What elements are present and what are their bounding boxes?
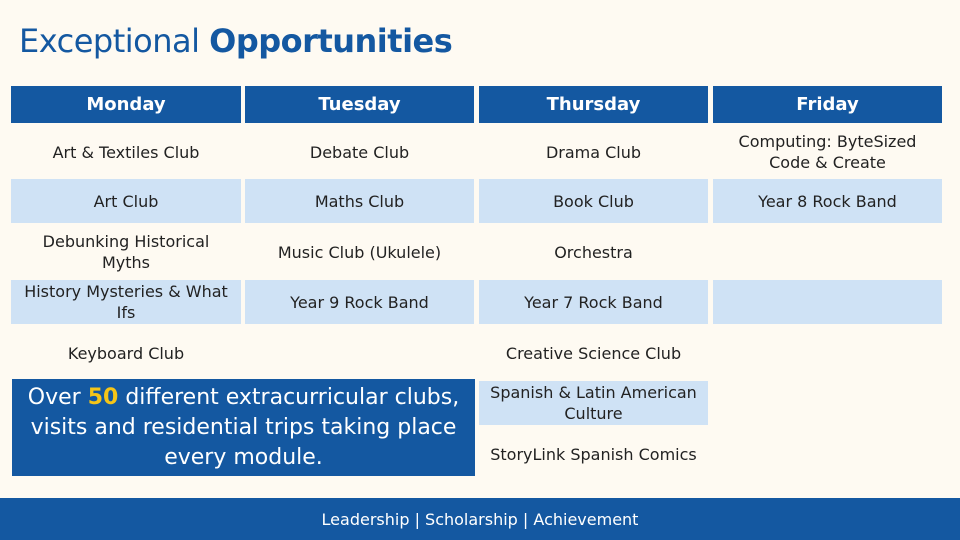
table-cell: Orchestra (554, 242, 633, 262)
title-light: Exceptional (19, 22, 210, 60)
footer-tagline: Leadership | Scholarship | Achievement (0, 498, 960, 540)
table-cell: Maths Club (245, 179, 474, 223)
table-cell: Computing: ByteSized Code & Create (738, 132, 917, 172)
table-cell: Spanish & Latin American Culture (479, 381, 708, 425)
table-cell: History Mysteries & What Ifs (11, 280, 241, 324)
column-header-tuesday: Tuesday (245, 86, 474, 123)
table-cell: Year 8 Rock Band (713, 179, 942, 223)
table-cell: Creative Science Club (505, 343, 682, 363)
table-cell: Debunking Historical Myths (42, 232, 210, 272)
column-header-thursday: Thursday (479, 86, 708, 123)
column-header-friday: Friday (713, 86, 942, 123)
table-cell: Music Club (Ukulele) (277, 242, 442, 262)
table-cell: StoryLink Spanish Comics (490, 444, 697, 464)
table-cell (713, 280, 942, 324)
callout-number: 50 (87, 385, 119, 410)
table-cell: Keyboard Club (67, 343, 185, 363)
table-cell: Year 7 Rock Band (479, 280, 708, 324)
table-cell: Debate Club (309, 142, 410, 162)
title-bold: Opportunities (209, 22, 453, 60)
callout-text-before: Over (27, 385, 88, 410)
table-cell: Art Club (11, 179, 241, 223)
table-cell: Art & Textiles Club (52, 142, 200, 162)
table-cell: Drama Club (545, 142, 642, 162)
page-title (19, 22, 452, 60)
table-cell: Year 9 Rock Band (245, 280, 474, 324)
table-cell: Book Club (479, 179, 708, 223)
callout-text-after: different extracurricular clubs, visits and residential trips taking place every module. (30, 385, 460, 470)
column-header-monday: Monday (11, 86, 241, 123)
clubs-callout (12, 379, 475, 476)
table-cell (713, 230, 942, 274)
